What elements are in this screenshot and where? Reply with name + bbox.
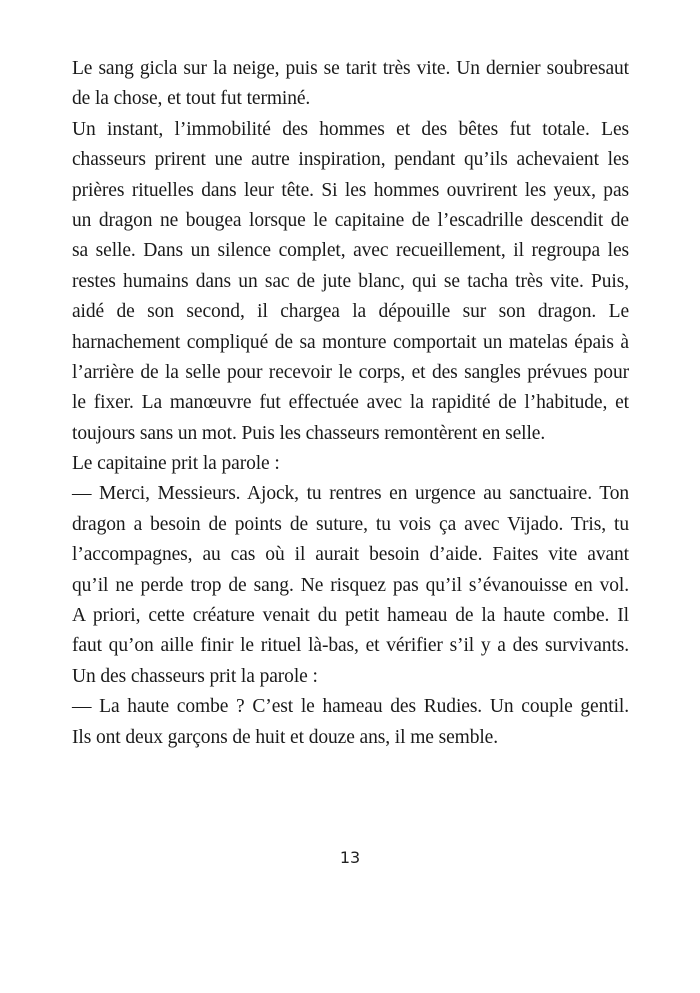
text-line: Le capitaine prit la parole : <box>72 453 280 475</box>
text-line: prières rituelles dans leur tête. Si les hommes ouvrirent les yeux, pas <box>72 179 629 201</box>
text-line: l’accompagnes, au cas où il aurait besoin d’aide. Faites vite avant <box>72 544 629 566</box>
text-line: chasseurs prirent une autre inspiration, pendant qu’ils achevaient les <box>72 149 629 171</box>
text-line: Un instant, l’immobilité des hommes et des bêtes fut totale. Les <box>72 118 629 140</box>
text-line: toujours sans un mot. Puis les chasseurs remontèrent en selle. <box>72 422 546 444</box>
text-line: Ils ont deux garçons de huit et douze ans, il me semble. <box>72 726 498 748</box>
text-line: dragon a besoin de points de suture, tu vois ça avec Vijado. Tris, tu <box>72 513 629 535</box>
text-line: qu’il ne perde trop de sang. Ne risquez pas qu’il s’évanouisse en vol. <box>72 574 629 596</box>
dialogue-line: — La haute combe ? C’est le hameau des Rudies. Un couple gentil. <box>72 696 629 718</box>
text-line: A priori, cette créature venait du petit hameau de la haute combe. Il <box>72 605 629 627</box>
page-number: 13 <box>339 848 361 867</box>
text-line: le fixer. La manœuvre fut effectuée avec la rapidité de l’habitude, et <box>72 392 629 414</box>
page-body <box>72 54 629 753</box>
text-line: Un des chasseurs prit la parole : <box>72 665 318 687</box>
text-line: restes humains dans un sac de jute blanc, qui se tacha très vite. Puis, <box>72 270 629 292</box>
text-line: aidé de son second, il chargea la dépouille sur son dragon. Le <box>72 301 629 323</box>
text-line: faut qu’on aille finir le rituel là-bas, et vérifier s’il y a des survivants. <box>72 635 629 657</box>
text-line: sa selle. Dans un silence complet, avec recueillement, il regroupa les <box>72 240 629 262</box>
text-line: un dragon ne bougea lorsque le capitaine de l’escadrille descendit de <box>72 209 629 231</box>
text-line: Le sang gicla sur la neige, puis se tarit très vite. Un dernier soubresaut <box>72 58 629 79</box>
text-line: l’arrière de la selle pour recevoir le corps, et des sangles prévues pour <box>72 361 629 383</box>
text-line: de la chose, et tout fut terminé. <box>72 88 311 110</box>
text-line: harnachement compliqué de sa monture comportait un matelas épais à <box>72 331 629 353</box>
dialogue-line: — Merci, Messieurs. Ajock, tu rentres en urgence au sanctuaire. Ton <box>72 483 629 505</box>
